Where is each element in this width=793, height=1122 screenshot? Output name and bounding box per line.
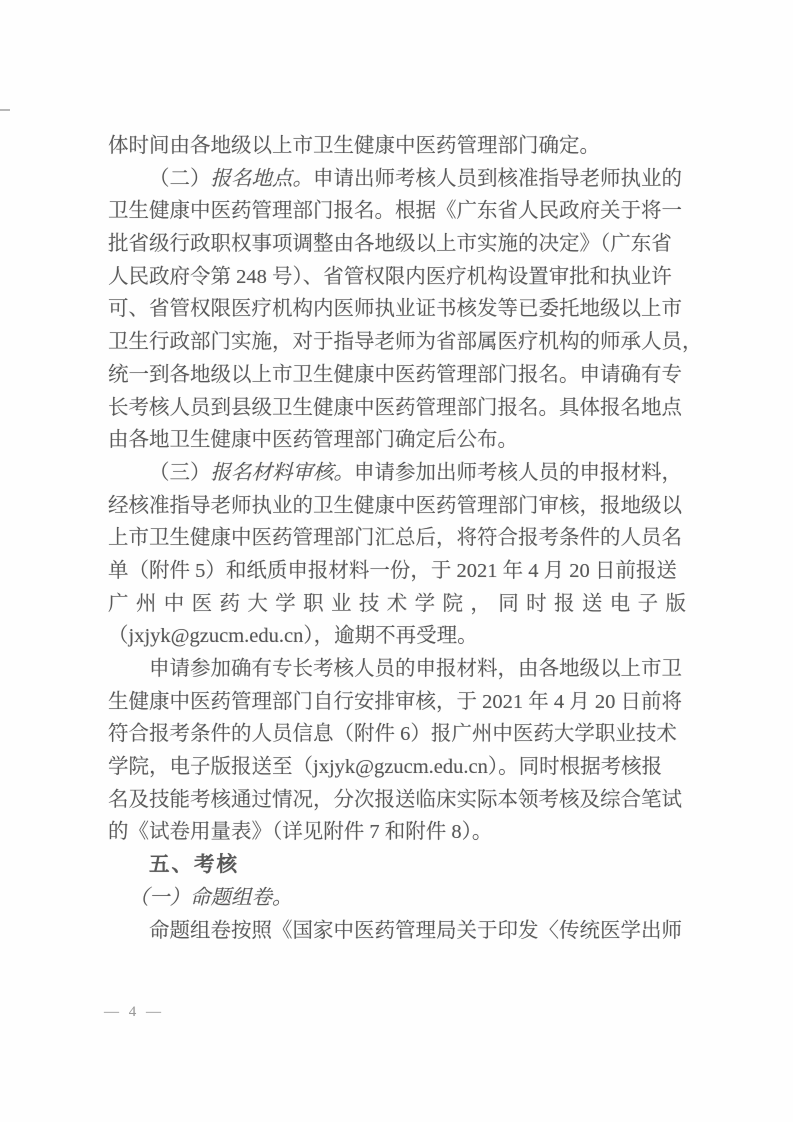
scan-artifact-dash — [0, 109, 10, 111]
text-line — [108, 359, 686, 392]
text-line — [108, 392, 686, 425]
text-segment: （jxjyk@gzucm.edu.cn），逾期不再受理。 — [108, 625, 478, 648]
text-segment: 符合报考条件的人员信息（附件 6）报广州中医药大学职业技术 — [108, 723, 677, 746]
text-line — [108, 882, 686, 915]
text-segment: 可、省管权限医疗机构内医师执业证书核发等已委托地级以上市 — [108, 298, 682, 321]
text-line — [108, 915, 686, 948]
text-line — [108, 784, 686, 817]
text-segment: 的《试卷用量表》（详见附件 7 和附件 8）。 — [108, 821, 493, 844]
text-line — [108, 653, 686, 686]
text-segment: 申请参加出师考核人员的申报材料， — [354, 461, 682, 484]
text-line — [108, 816, 686, 849]
text-line — [108, 718, 686, 751]
text-segment: 命题组卷按照《国家中医药管理局关于印发〈传统医学出师 — [149, 919, 682, 942]
text-segment: 卫生行政部门实施，对于指导老师为省部属医疗机构的师承人员， — [108, 331, 703, 354]
text-line — [108, 424, 686, 457]
text-line — [108, 163, 686, 196]
text-segment: 申请参加确有专长考核人员的申报材料，由各地级以上市卫 — [149, 658, 682, 680]
text-segment: 人民政府令第 248 号）、省管权限内医疗机构设置审批和执业许 — [108, 265, 672, 288]
text-line — [108, 228, 686, 261]
text-line — [108, 686, 686, 719]
text-segment: 由各地卫生健康中医药管理部门确定后公布。 — [108, 429, 518, 452]
text-segment: 经核准指导老师执业的卫生健康中医药管理部门审核，报地级以 — [108, 494, 682, 517]
text-segment: 广州中医药大学职业技术学院，同时报送电子版 — [108, 592, 686, 615]
document-body — [108, 130, 703, 947]
text-line — [108, 326, 703, 359]
text-line — [108, 261, 686, 294]
text-line — [108, 195, 686, 228]
text-line — [108, 849, 686, 882]
text-line — [108, 490, 686, 523]
text-segment: 统一到各地级以上市卫生健康中医药管理部门报名。申请确有专 — [108, 363, 682, 386]
text-segment: 单（附件 5）和纸质申报材料一份，于 2021 年 4 月 20 日前报送 — [108, 559, 677, 582]
text-segment: 长考核人员到县级卫生健康中医药管理部门报名。具体报名地点 — [108, 396, 682, 419]
text-segment: 批省级行政职权事项调整由各地级以上市实施的决定》（广东省 — [108, 233, 672, 256]
text-segment: （三） — [149, 461, 211, 484]
text-line — [108, 620, 686, 653]
text-segment: 体时间由各地级以上市卫生健康中医药管理部门确定。 — [108, 135, 600, 157]
text-line — [108, 588, 686, 621]
text-segment: 学院，电子版报送至（jxjyk@gzucm.edu.cn）。同时根据考核报 — [108, 756, 663, 779]
text-segment: 名及技能考核通过情况，分次报送临床实际本领考核及综合笔试 — [108, 788, 682, 811]
text-line — [108, 130, 686, 163]
text-line — [108, 751, 686, 784]
text-line — [108, 457, 686, 490]
text-segment: 卫生健康中医药管理部门报名。根据《广东省人民政府关于将一 — [108, 200, 682, 223]
text-line — [108, 555, 686, 588]
text-line — [108, 522, 686, 555]
text-segment: （一）命题组卷。 — [128, 886, 293, 909]
text-segment: 上市卫生健康中医药管理部门汇总后，将符合报考条件的人员名 — [108, 527, 682, 550]
page-number: — 4 — — [104, 1004, 164, 1020]
text-segment: 申请出师考核人员到核准指导老师执业的 — [313, 167, 682, 190]
text-segment: 生健康中医药管理部门自行安排审核，于 2021 年 4 月 20 日前将 — [108, 690, 682, 713]
text-segment: 报名材料审核。 — [210, 461, 354, 484]
text-line — [108, 293, 686, 326]
text-segment: 五、考核 — [149, 853, 239, 877]
text-segment: 报名地点。 — [210, 167, 313, 190]
text-segment: （二） — [149, 167, 211, 190]
